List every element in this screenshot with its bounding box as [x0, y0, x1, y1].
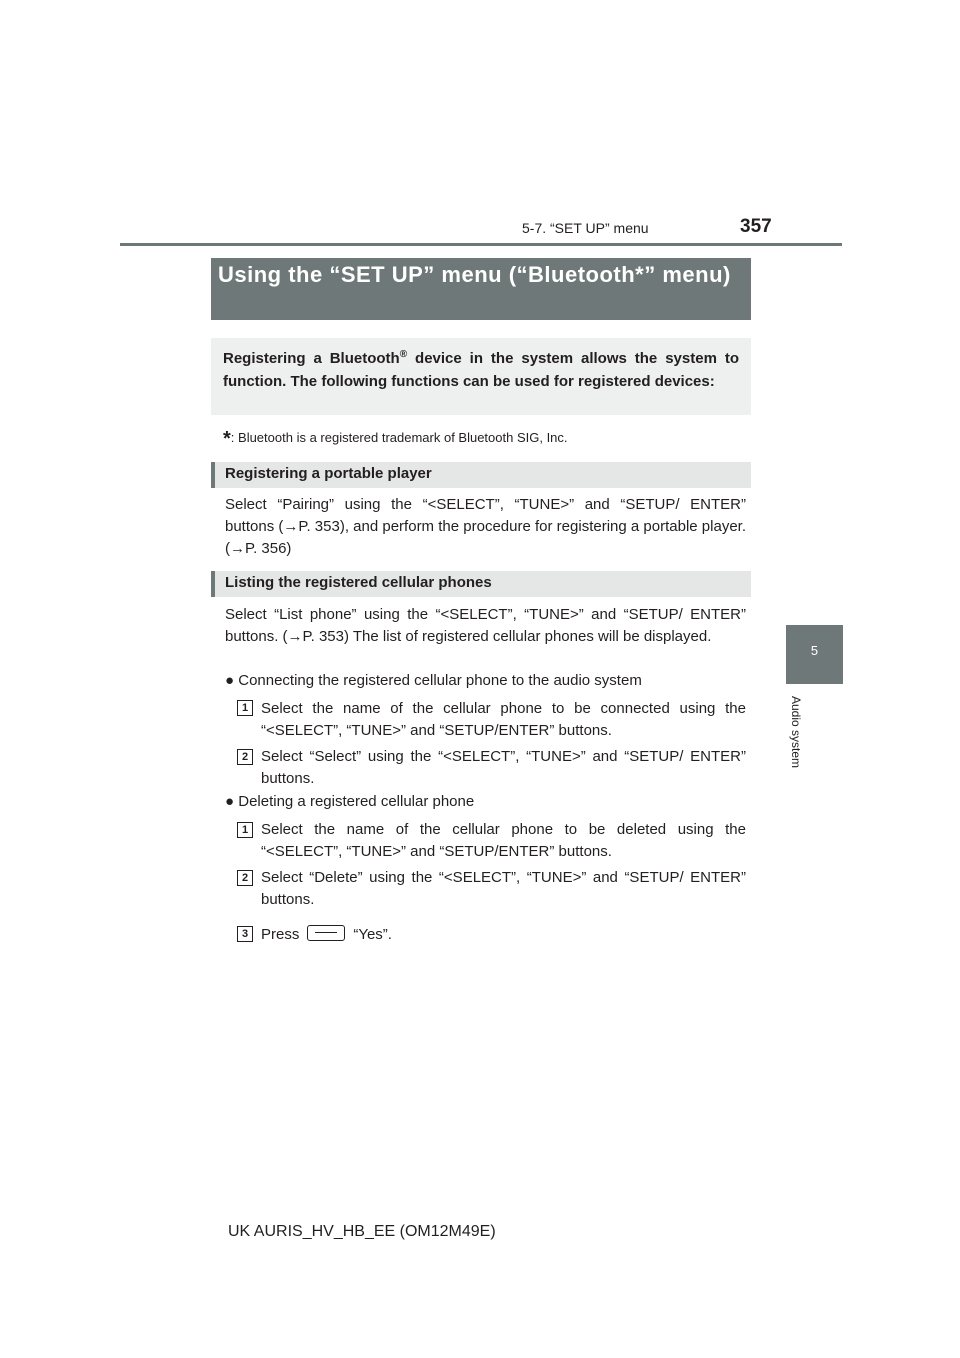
bullet-mark: ●: [225, 672, 235, 689]
footnote-star: *: [223, 428, 231, 450]
step-text: Select the name of the cellular phone to be deleted using the “<SELECT”, “TUNE>” and “SETUP/ENTER” buttons.: [261, 821, 746, 860]
subheading-listing: [211, 571, 751, 597]
subheading-bar: [211, 571, 215, 597]
page-number: 357: [740, 216, 772, 237]
chapter-label: Audio system: [789, 695, 803, 769]
step-number: 3: [237, 926, 253, 942]
step-number: 2: [237, 749, 253, 765]
section-title-box: [211, 258, 751, 320]
paragraph-listing: Select “List phone” using the “<SELECT”, “TUNE>” and “SETUP/ ENTER” buttons. (→P. 353) The list of registered cellular phones will be displayed.: [225, 606, 746, 645]
bullet-connecting: [225, 670, 642, 692]
paragraph-registering: Select “Pairing” using the “<SELECT”, “TUNE>” and “SETUP/ ENTER” buttons (→P. 353), and perform the procedure for registering a portable player. (→P. 356): [225, 496, 746, 557]
subheading-label: Registering a portable player: [225, 465, 432, 482]
subheading-registering: [211, 462, 751, 488]
button-icon: [307, 925, 345, 941]
step-text: Select the name of the cellular phone to be connected using the “<SELECT”, “TUNE>” and “SETUP/ENTER” buttons.: [261, 700, 746, 739]
intro-text-end: device in the system allows the system to function. The following functions can be used for registered devices:: [223, 350, 739, 390]
subheading-label: Listing the registered cellular phones: [225, 574, 492, 591]
bullet-label: Deleting a registered cellular phone: [238, 793, 475, 810]
chapter-number: 5: [810, 643, 819, 658]
footnote: [223, 428, 568, 451]
section-title: Using the “SET UP” menu (“Bluetooth*” menu): [218, 262, 731, 287]
step-number: 1: [237, 700, 253, 716]
step-text: [261, 924, 746, 946]
step-text-before: Press: [261, 926, 300, 943]
subheading-bar: [211, 462, 215, 488]
bullet-deleting: [225, 791, 474, 813]
footer-model-code: UK AURIS_HV_HB_EE (OM12M49E): [228, 1223, 496, 1240]
header-section-title: 5-7. “SET UP” menu: [522, 220, 649, 236]
bullet-mark: ●: [225, 793, 235, 810]
step-text: Select “Select” using the “<SELECT”, “TUNE>” and “SETUP/ ENTER” buttons.: [261, 748, 746, 787]
step-number: 1: [237, 822, 253, 838]
registered-mark: ®: [399, 349, 408, 360]
step-text: Select “Delete” using the “<SELECT”, “TUNE>” and “SETUP/ ENTER” buttons.: [261, 869, 746, 908]
bullet-label: Connecting the registered cellular phone to the audio system: [238, 672, 642, 689]
intro-text-start: Registering a Bluetooth: [223, 350, 400, 367]
footnote-text: : Bluetooth is a registered trademark of Bluetooth SIG, Inc.: [230, 430, 568, 445]
step-number: 2: [237, 870, 253, 886]
step-text-after: “Yes”.: [353, 926, 392, 943]
intro-box: [211, 338, 751, 415]
header-rule: [120, 243, 842, 246]
intro-text: [223, 344, 739, 393]
